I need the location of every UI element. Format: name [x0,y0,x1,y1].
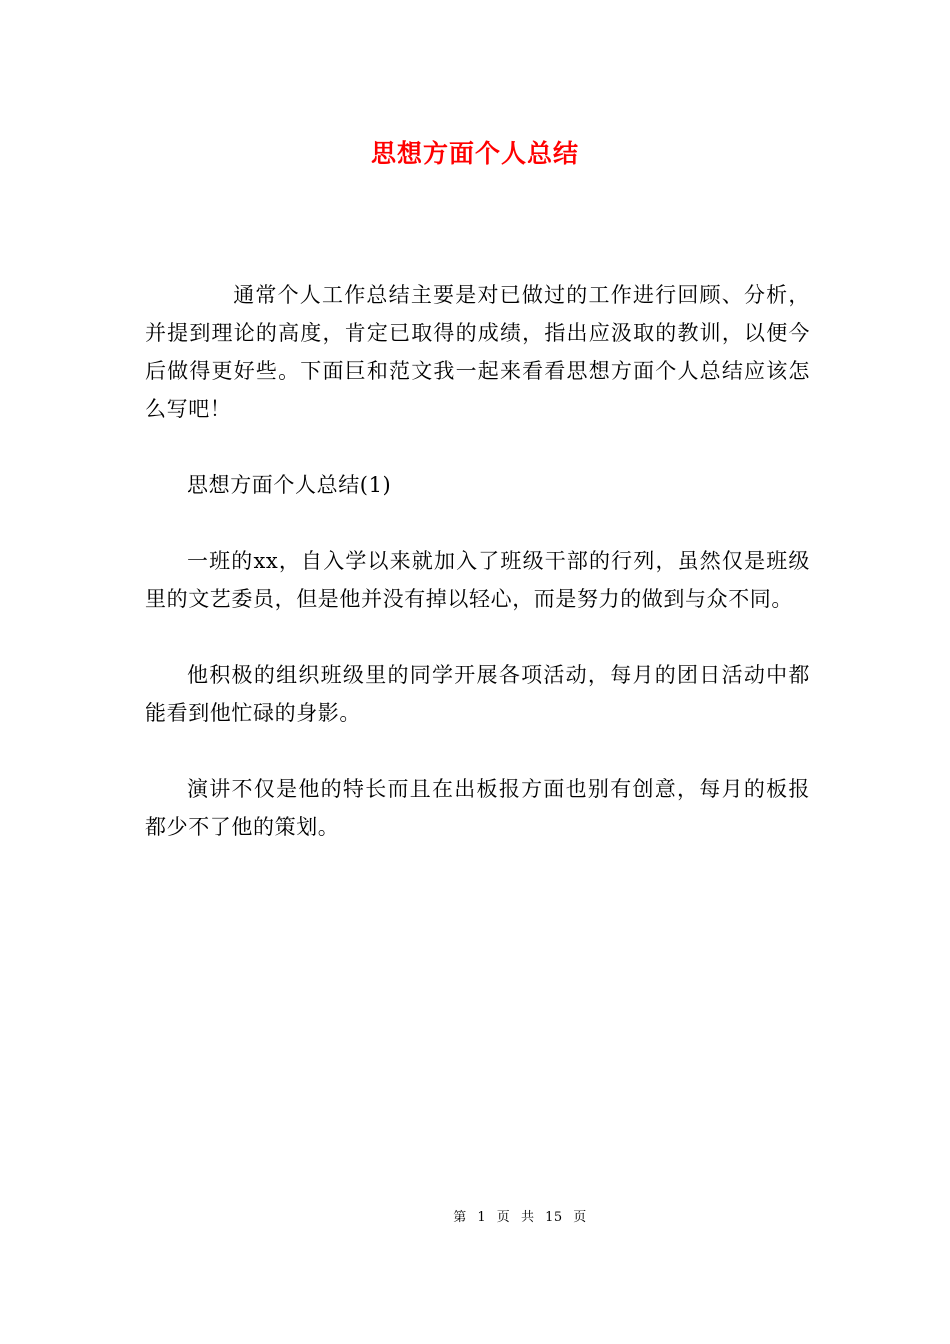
footer-prefix: 第 [453,1210,467,1225]
page-footer [0,1208,950,1228]
document-title: 思想方面个人总结 [370,139,579,168]
body-paragraph: 演讲不仅是他的特长而且在出板报方面也别有创意，每月的板报都少不了他的策划。 [145,777,810,839]
body-paragraph: 他积极的组织班级里的同学开展各项活动，每月的团日活动中都能看到他忙碌的身影。 [145,663,810,725]
section-heading: 思想方面个人总结(1) [187,473,392,497]
body-paragraph: 一班的xx，自入学以来就加入了班级干部的行列，虽然仅是班级里的文艺委员，但是他并没有掉以轻心，而是努力的做到与众不同。 [145,549,810,611]
intro-paragraph: 通常个人工作总结主要是对已做过的工作进行回顾、分析，并提到理论的高度，肯定已取得的成绩，指出应汲取的教训，以便今后做得更好些。下面巨和范文我一起来看看思想方面个人总结应该怎么写吧！ [145,283,810,421]
footer-total-word: 共 [520,1210,535,1225]
footer-suffix: 页 [573,1210,587,1225]
document-body [145,276,810,884]
footer-total-pages: 15 [545,1210,563,1225]
footer-current-page: 1 [477,1210,487,1225]
footer-page-word: 页 [496,1210,511,1225]
